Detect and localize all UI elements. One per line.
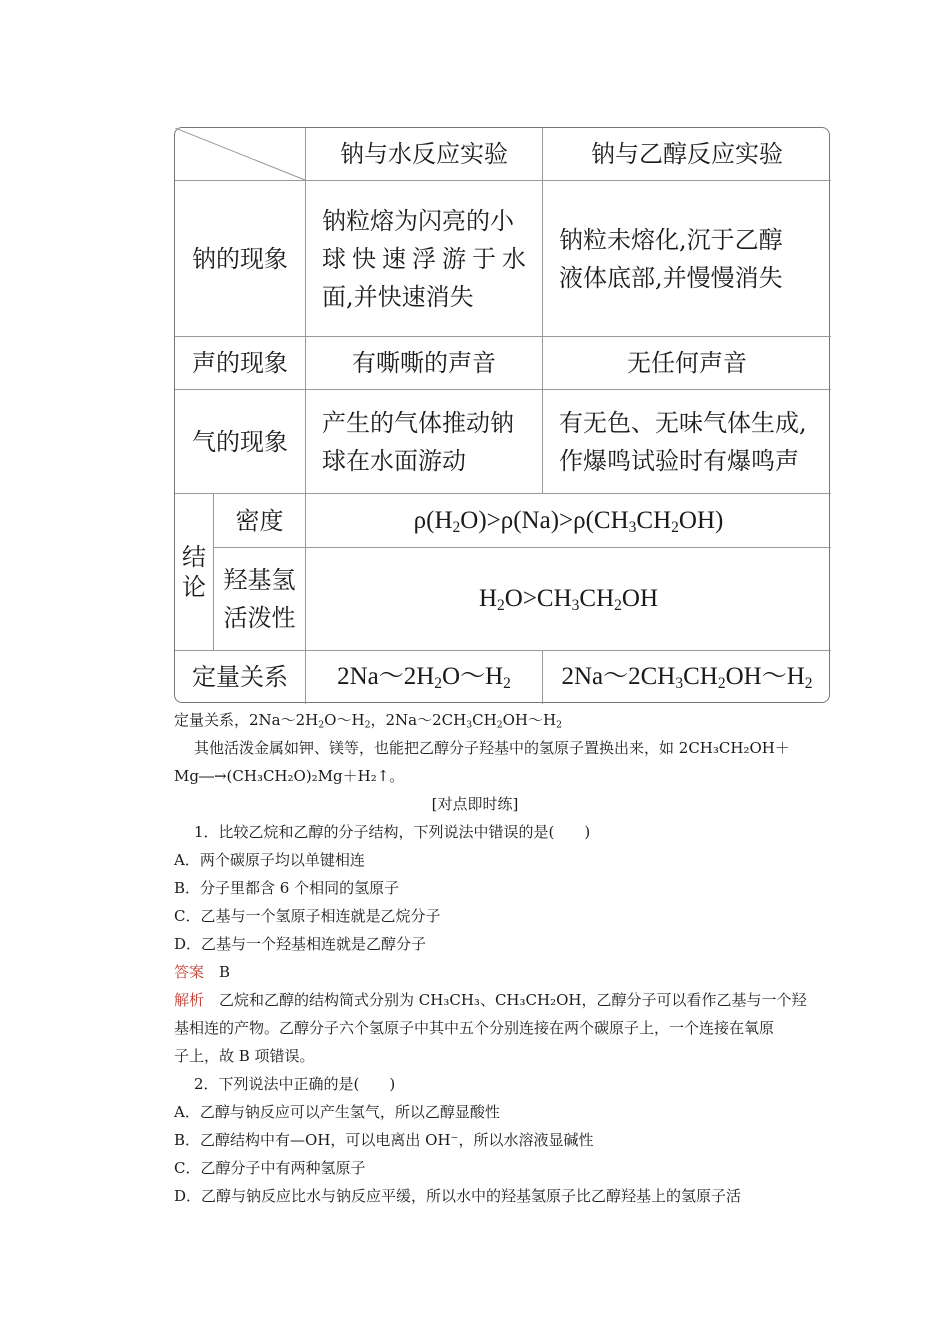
- q2-stem: 2．下列说法中正确的是( ): [194, 1075, 396, 1093]
- q1-option-a: A．两个碳原子均以单键相连: [174, 851, 365, 869]
- gas-water-line: 球在水面游动: [322, 446, 466, 475]
- gas-ethanol-line: 有无色、无味气体生成,: [559, 408, 807, 437]
- paragraph-line: Mg―→(CH₃CH₂O)₂Mg＋H₂↑。: [174, 767, 405, 785]
- activity-formula: $H_2O>CH_3CH_2OH$: [478, 585, 659, 614]
- sound-ethanol-cell: 无任何声音: [627, 349, 747, 377]
- row-label-density: 密度: [235, 506, 284, 535]
- sodium-water-line: 钠粒熔为闪亮的小: [322, 206, 514, 235]
- q2-option-a: A．乙醇与钠反应可以产生氢气，所以乙醇显酸性: [174, 1103, 500, 1121]
- sodium-water-line: 面,并快速消失: [322, 282, 474, 311]
- header-diagonal: [175, 128, 306, 181]
- sodium-water-line: 球快速浮游于水: [322, 244, 532, 273]
- q1-answer: [174, 958, 230, 986]
- col-header-water: 钠与水反应实验: [340, 140, 508, 168]
- q2-option-b: B．乙醇结构中有—OH，可以电离出 OH⁻，所以水溶液显碱性: [174, 1131, 594, 1149]
- q1-analysis-line: 解析 乙烷和乙醇的结构简式分别为 CH₃CH₃、CH₃CH₂OH，乙醇分子可以看作乙基与一个羟: [174, 991, 807, 1009]
- sodium-ethanol-line: 钠粒未熔化,沉于乙醇: [559, 225, 783, 254]
- quant-relation-line: 定量关系，$2Na\sim 2H_2O\sim H_2$，$2Na\sim 2CH_3CH_2OH\sim H_2$: [174, 711, 562, 731]
- gas-ethanol-line: 作爆鸣试验时有爆鸣声: [559, 446, 799, 475]
- sodium-water-cell: [322, 181, 532, 336]
- q1-option-b: B．分子里都含 6 个相同的氢原子: [174, 879, 400, 897]
- q2-option-d: D．乙醇与钠反应比水与钠反应平缓，所以水中的羟基氢原子比乙醇羟基上的氢原子活: [174, 1187, 742, 1205]
- q1-option-c: C．乙基与一个氢原子相连就是乙烷分子: [174, 907, 441, 925]
- paragraph-line: 其他活泼金属如钾、镁等，也能把乙醇分子羟基中的氢原子置换出来，如 2CH₃CH₂OH＋: [194, 739, 790, 757]
- q1-analysis-line: 基相连的产物。乙醇分子六个氢原子中其中五个分别连接在两个碳原子上，一个连接在氧原: [174, 1019, 775, 1037]
- q1-option-d: D．乙基与一个羟基相连就是乙醇分子: [174, 935, 427, 953]
- density-formula: $\rho(H_2O)>\rho(Na)>\rho(CH_3CH_2OH)$: [413, 506, 724, 536]
- activity-label-line: 活泼性: [223, 604, 296, 632]
- practice-title: [对点即时练]: [431, 795, 519, 813]
- answer-value: B: [219, 963, 231, 981]
- q2-option-c: C．乙醇分子中有两种氢原子: [174, 1159, 366, 1177]
- row-label-gas: 气的现象: [192, 427, 288, 456]
- row-label-sound: 声的现象: [192, 349, 288, 377]
- gas-water-cell: [322, 390, 532, 493]
- activity-label-line: 羟基氢: [223, 566, 296, 594]
- comparison-table: [174, 127, 830, 703]
- row-label-activity: [214, 548, 305, 650]
- answer-label: 答案: [174, 963, 205, 981]
- conclusion-label-char: 结: [182, 543, 206, 571]
- quant-water-formula: $2Na\sim 2H_2O\sim H_2$: [337, 663, 511, 692]
- row-label-conclusion: [175, 494, 213, 650]
- quant-ethanol-formula: $2Na\sim 2CH_3CH_2OH\sim H_2$: [561, 663, 813, 692]
- col-header-ethanol: 钠与乙醇反应实验: [591, 140, 783, 168]
- sound-water-cell: 有嘶嘶的声音: [352, 349, 496, 377]
- gas-ethanol-cell: [559, 390, 829, 493]
- gas-water-line: 产生的气体推动钠: [322, 408, 514, 437]
- sodium-ethanol-line: 液体底部,并慢慢消失: [559, 263, 783, 292]
- row-label-sodium: 钠的现象: [192, 244, 288, 273]
- q1-analysis-line: 子上，故 B 项错误。: [174, 1047, 315, 1065]
- q1-stem: 1．比较乙烷和乙醇的分子结构，下列说法中错误的是( ): [194, 823, 591, 841]
- sodium-ethanol-cell: [559, 181, 821, 336]
- row-label-quant: 定量关系: [192, 663, 288, 691]
- analysis-label: 解析: [174, 991, 205, 1009]
- conclusion-label-char: 论: [182, 573, 206, 601]
